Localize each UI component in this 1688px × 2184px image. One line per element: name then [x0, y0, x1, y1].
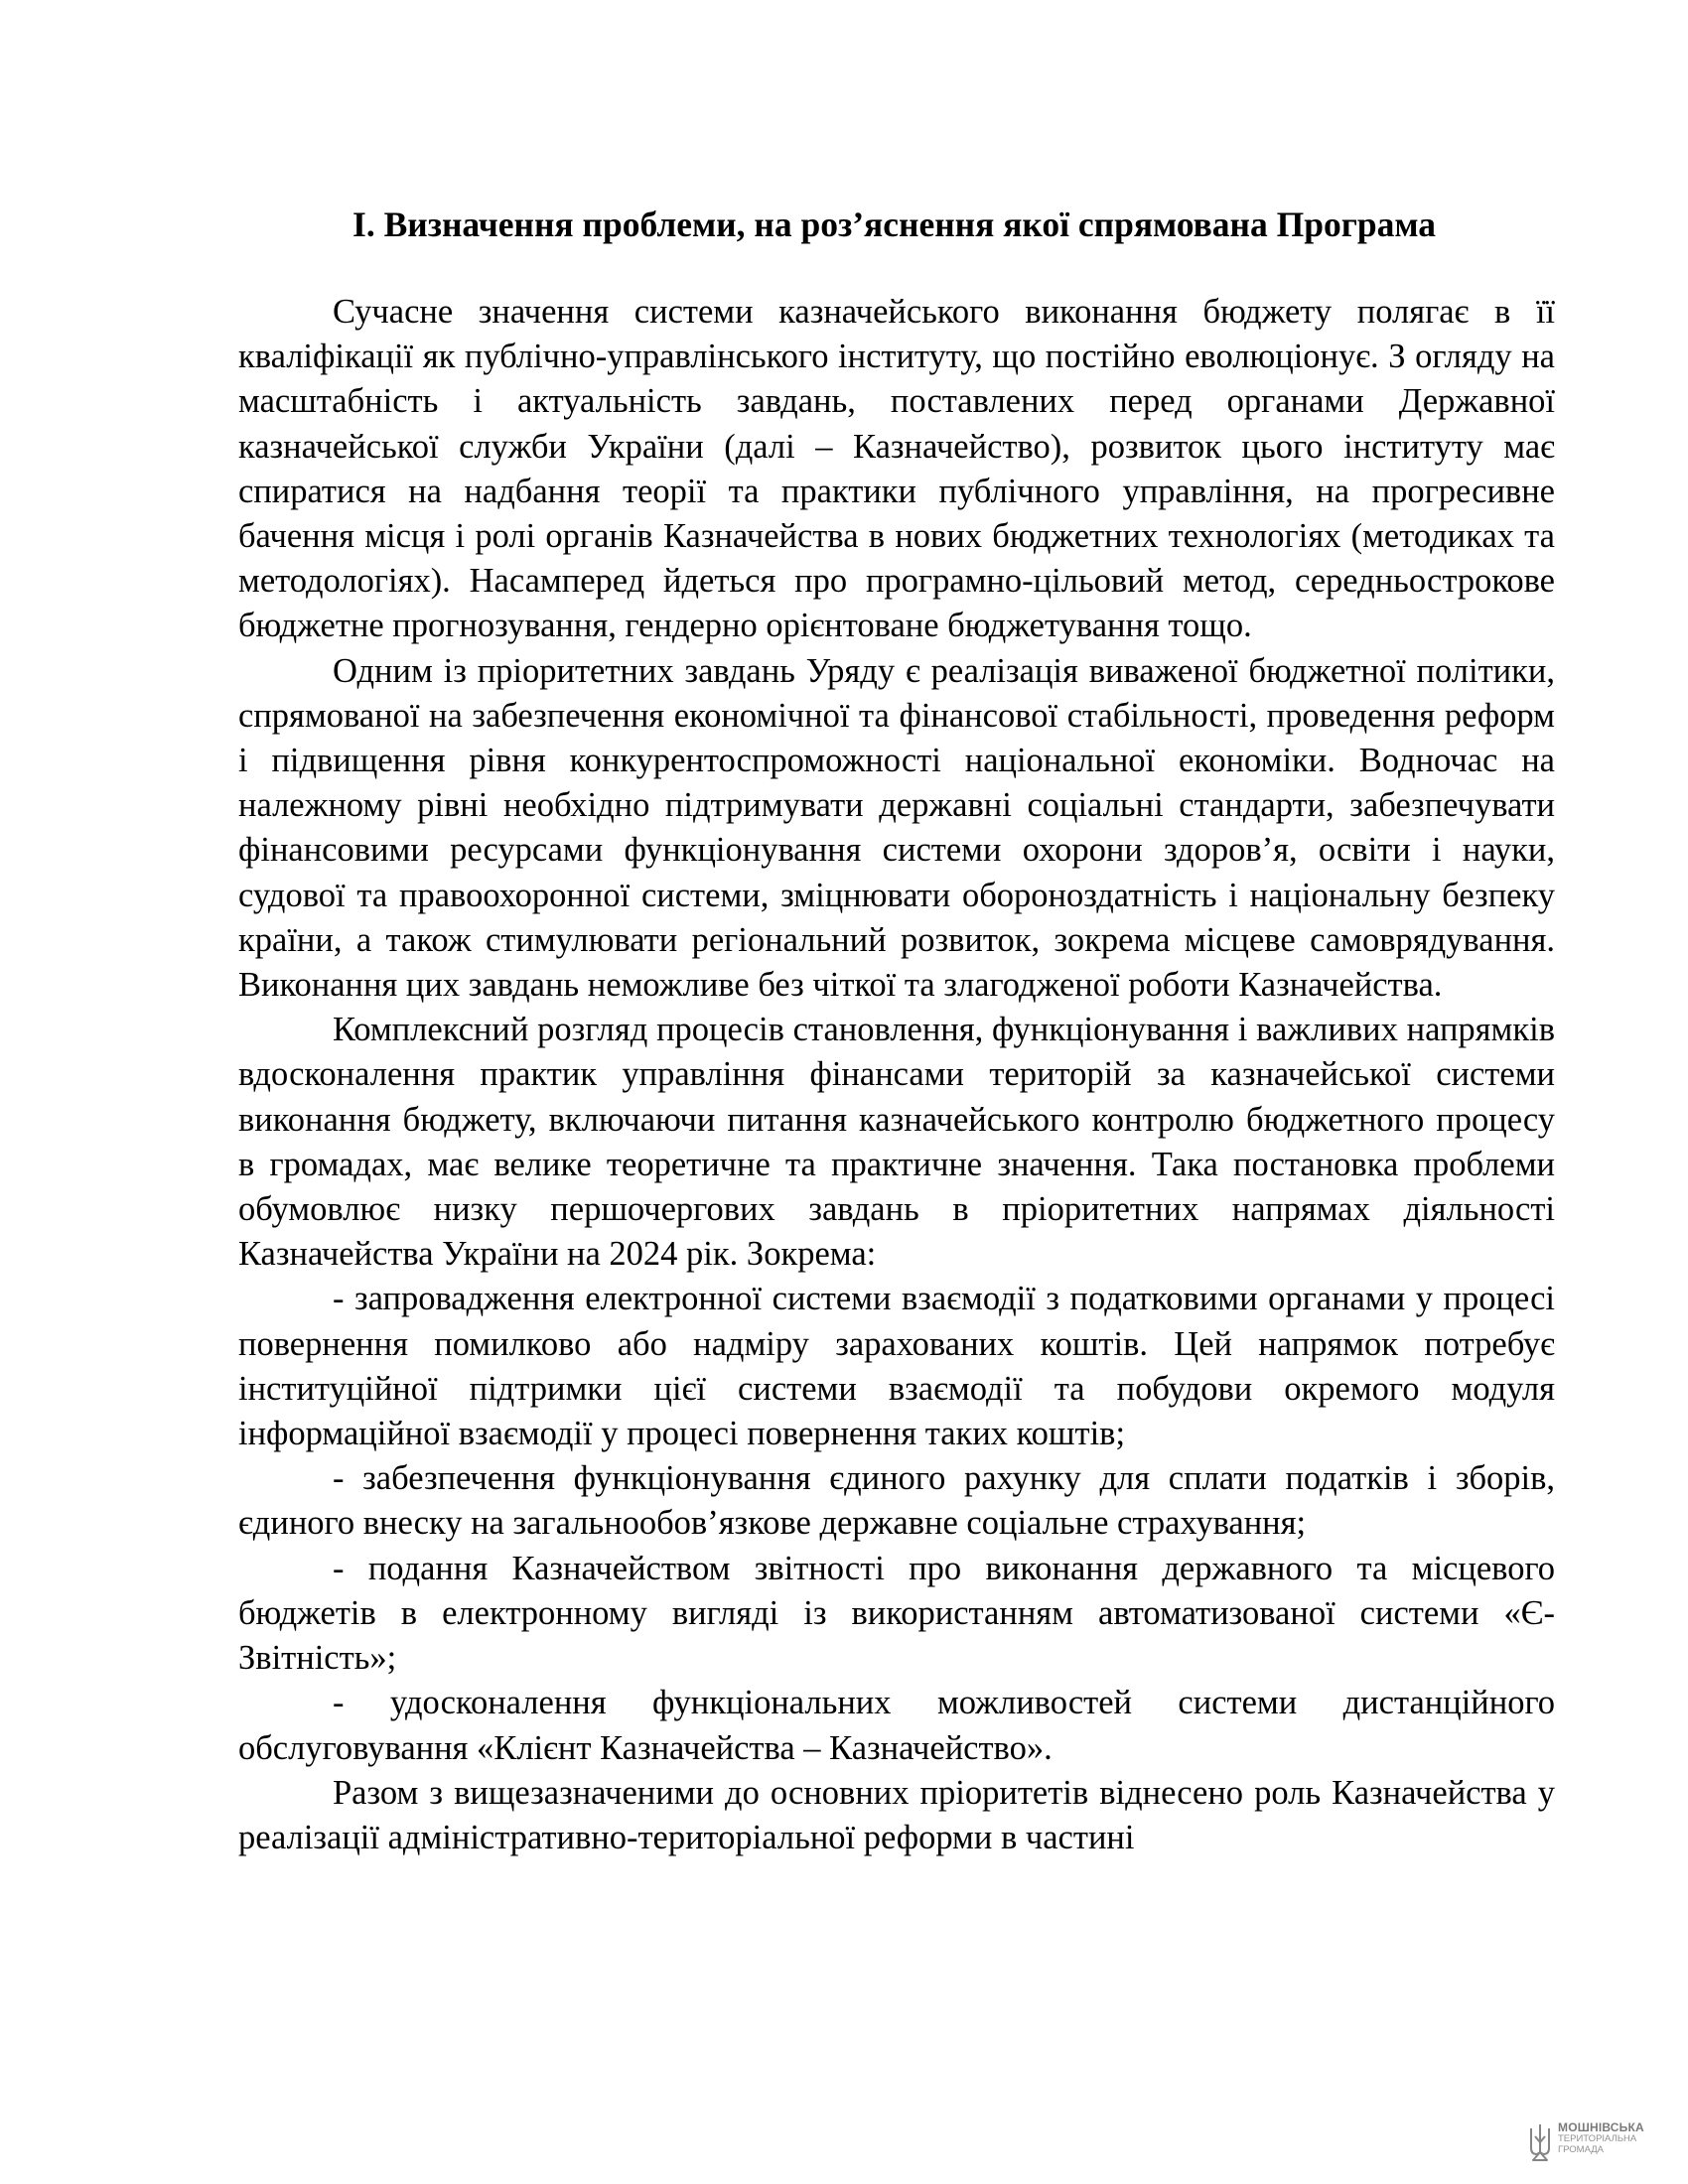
paragraph-priorities: Разом з вищезазначеними до основних пріоритетів віднесено роль Казначейства у реалізації адміністративно-територіальної реформи в частині: [238, 1773, 1555, 1856]
list-item-e-reporting: - подання Казначейством звітності про виконання державного та місцевого бюджетів в електронному вигляді із використанням автоматизованої системи «Є-Звітність»;: [238, 1549, 1555, 1678]
list-item-electronic-system: - запровадження електронної системи взаємодії з податковими органами у процесі повернення помилково або надміру зарахованих коштів. Цей напрямок потребує інституційної підтримки цієї системи взаємодії та побудови окремого модуля інформаційної взаємодії у процесі повернення таких коштів;: [238, 1280, 1555, 1453]
paragraph-government-tasks: Одним із пріоритетних завдань Уряду є реалізація виваженої бюджетної політики, спрямованої на забезпечення економічної та фінансової стабільності, проведення реформ і підвищення рівня конкурентоспроможності національної економіки. Водночас на належному рівні необхідно підтримувати державні соціальні стандарти, забезпечувати фінансовими ресурсами функціонування системи охорони здоров’я, освіти і науки, судової та правоохоронної системи, зміцнювати обороноздатність і національну безпеку країни, а також стимулювати регіональний розвиток, зокрема місцеве самоврядування. Виконання цих завдань неможливе без чіткої та злагодженої роботи Казначейства.: [238, 651, 1555, 1005]
trident-icon: [1527, 2122, 1553, 2164]
section-heading: І. Визначення проблеми, на роз’яснення якої спрямована Програма: [352, 205, 1437, 244]
list-item-single-account: - забезпечення функціонування єдиного рахунку для сплати податків і зборів, єдиного внеску на загальнообов’язкове державне соціальне страхування;: [238, 1459, 1555, 1543]
list-item-remote-service: - удосконалення функціональних можливостей системи дистанційного обслуговування «Клієнт Казначейства – Казначейство».: [238, 1684, 1555, 1767]
body-text: [238, 290, 1555, 1860]
logo-name: МОШНІВСЬКА: [1558, 2120, 1644, 2134]
logo-subtitle-1: ТЕРИТОРІАЛЬНА: [1558, 2133, 1637, 2144]
paragraph-intro: Сучасне значення системи казначейського виконання бюджету полягає в її кваліфікації як публічно-управлінського інституту, що постійно еволюціонує. З огляду на масштабність і актуальність завдань, поставлених перед органами Державної казначейської служби України (далі – Казначейство), розвиток цього інституту має спиратися на надбання теорії та практики публічного управління, на прогресивне бачення місця і ролі органів Казначейства в нових бюджетних технологіях (методиках та методологіях). Насамперед йдеться про програмно-цільовий метод, середньострокове бюджетне прогнозування, гендерно орієнтоване бюджетування тощо.: [238, 293, 1555, 645]
logo-subtitle-2: ГРОМАДА: [1558, 2144, 1604, 2155]
community-logo: [1527, 2122, 1644, 2164]
paragraph-comprehensive-review: Комплексний розгляд процесів становлення, функціонування і важливих напрямків вдосконалення практик управління фінансами територій за казначейської системи виконання бюджету, включаючи питання казначейського контролю бюджетного процесу в громадах, має велике теоретичне та практичне значення. Така постановка проблеми обумовлює низку першочергових завдань в пріоритетних напрямах діяльності Казначейства України на 2024 рік. Зокрема:: [238, 1011, 1555, 1274]
